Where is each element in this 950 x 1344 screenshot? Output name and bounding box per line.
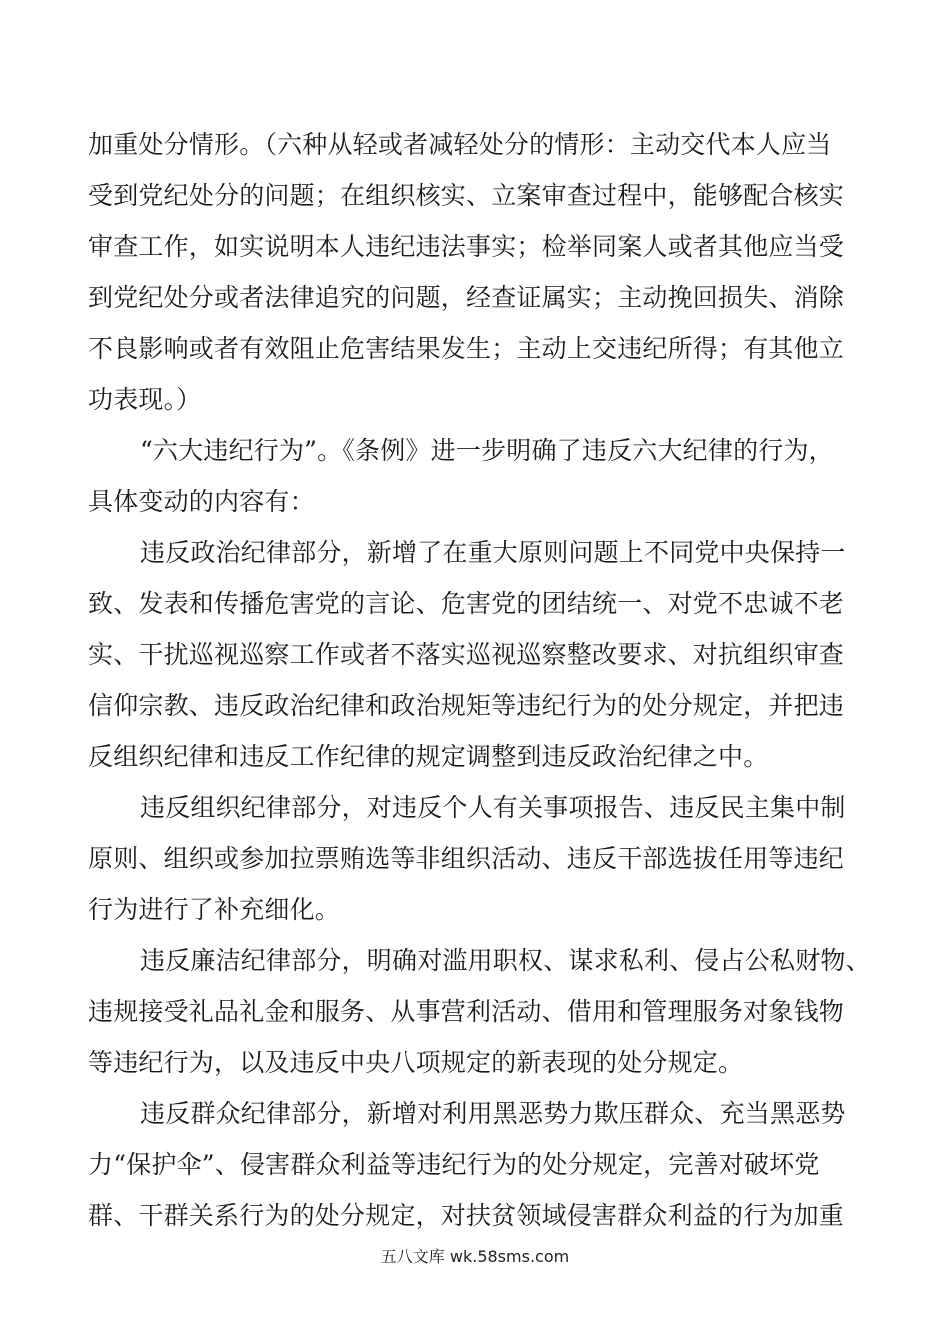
text-line: 功表现。） [88, 385, 202, 414]
text-line: 具体变动的内容有： [88, 487, 315, 516]
text-line: 原则、组织或参加拉票贿选等非组织活动、违反干部选拔任用等违纪 [88, 844, 845, 873]
paragraph-start-line: 违反组织纪律部分，对违反个人有关事项报告、违反民主集中制 [140, 793, 846, 822]
text-line: 致、发表和传播危害党的言论、危害党的团结统一、对党不忠诚不老 [88, 589, 845, 618]
text-line: 群、干群关系行为的处分规定，对扶贫领域侵害群众利益的行为加重 [88, 1201, 845, 1230]
text-line: 受到党纪处分的问题；在组织核实、立案审查过程中，能够配合核实 [88, 181, 845, 210]
text-line: 审查工作，如实说明本人违纪违法事实；检举同案人或者其他应当受 [88, 232, 845, 261]
paragraph-start-line: 违反廉洁纪律部分，明确对滥用职权、谋求私利、侵占公私财物、 [140, 946, 871, 975]
text-line: 行为进行了补充细化。 [88, 895, 341, 924]
text-line: 到党纪处分或者法律追究的问题，经查证属实；主动挽回损失、消除 [88, 283, 845, 312]
text-line: 加重处分情形。（六种从轻或者减轻处分的情形：主动交代本人应当 [88, 130, 832, 159]
text-line: 实、干扰巡视巡察工作或者不落实巡视巡察整改要求、对抗组织审查 [88, 640, 845, 669]
text-line: 违规接受礼品礼金和服务、从事营利活动、借用和管理服务对象钱物 [88, 997, 845, 1026]
text-line: 反组织纪律和违反工作纪律的规定调整到违反政治纪律之中。 [88, 742, 769, 771]
paragraph-start-line: 违反群众纪律部分，新增对利用黑恶势力欺压群众、充当黑恶势 [140, 1099, 846, 1128]
footer-watermark: 五八文库 wk.58sms.com [380, 1247, 570, 1266]
text-line: 不良影响或者有效阻止危害结果发生；主动上交违纪所得；有其他立 [88, 334, 845, 363]
text-line: 等违纪行为，以及违反中央八项规定的新表现的处分规定。 [88, 1048, 744, 1077]
paragraph-start-line: 违反政治纪律部分，新增了在重大原则问题上不同党中央保持一 [140, 538, 846, 567]
text-line: 信仰宗教、违反政治纪律和政治规矩等违纪行为的处分规定，并把违 [88, 691, 845, 720]
paragraph-start-line: “六大违纪行为”。《条例》进一步明确了违反六大纪律的行为， [140, 436, 834, 465]
text-line: 力“保护伞”、侵害群众利益等违纪行为的处分规定，完善对破坏党 [88, 1150, 820, 1179]
